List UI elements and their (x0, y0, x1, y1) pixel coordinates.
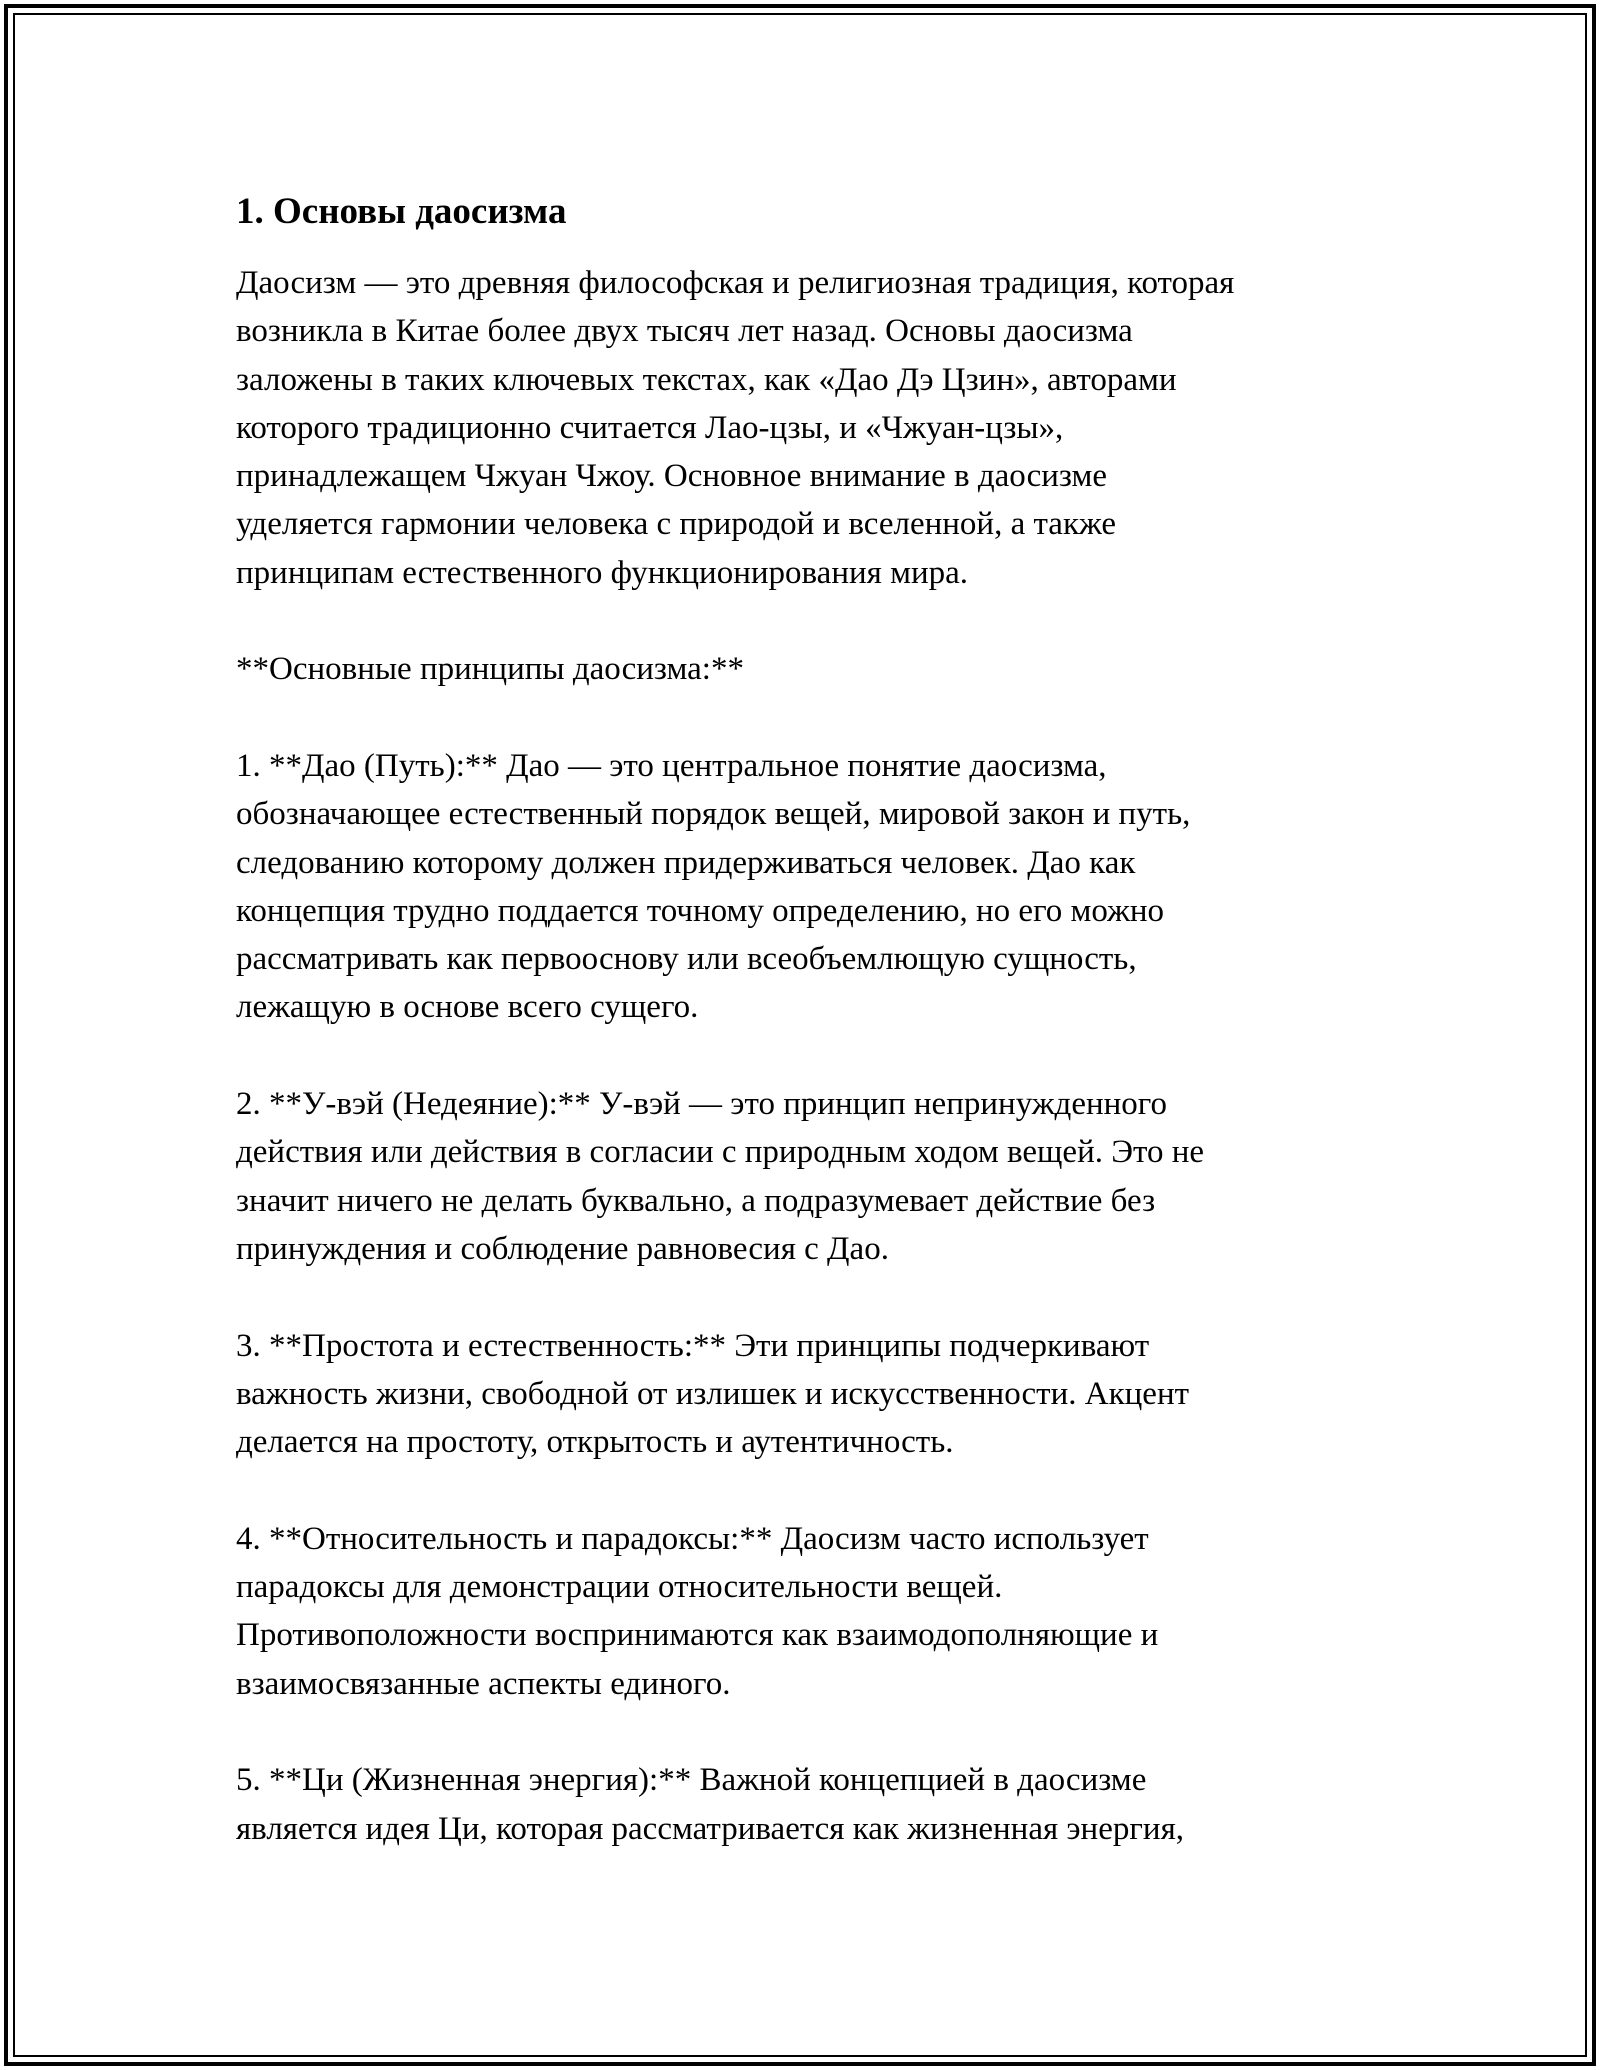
principle-item-5 (236, 1756, 1386, 1853)
principle-line: 4. **Относительность и парадоксы:** Даосизм часто использует (236, 1520, 1149, 1557)
principle-item-2 (236, 1080, 1386, 1273)
principle-line: принуждения и соблюдение равновесия с Дао. (236, 1230, 889, 1267)
principle-line: важность жизни, свободной от излишек и искусственности. Акцент (236, 1375, 1190, 1412)
intro-line: возникла в Китае более двух тысяч лет назад. Основы даосизма (236, 313, 1133, 350)
principle-line: концепция трудно поддается точному определению, но его можно (236, 892, 1165, 929)
intro-line: заложены в таких ключевых текстах, как «Дао Дэ Цзин», авторами (236, 361, 1177, 398)
principle-line: взаимосвязанные аспекты единого. (236, 1665, 731, 1702)
principle-line: 1. **Дао (Путь):** Дао — это центральное понятие даосизма, (236, 747, 1107, 784)
principles-title (236, 645, 1386, 693)
paragraph-gap (236, 1032, 1386, 1080)
principle-line: 3. **Простота и естественность:** Эти принципы подчеркивают (236, 1327, 1150, 1364)
principle-line: 5. **Ци (Жизненная энергия):** Важной концепцией в даосизме (236, 1762, 1147, 1799)
intro-line: Даосизм — это древняя философская и религиозная традиция, которая (236, 265, 1235, 301)
paragraph-gap (236, 1708, 1386, 1756)
paragraph-gap (236, 694, 1386, 742)
paragraph-gap (236, 597, 1386, 645)
principle-line: является идея Ци, которая рассматривается как жизненная энергия, (236, 1810, 1184, 1847)
principle-item-3 (236, 1322, 1386, 1467)
principle-line: делается на простоту, открытость и аутентичность. (236, 1424, 954, 1461)
principle-line: Противоположности воспринимаются как взаимодополняющие и (236, 1617, 1159, 1654)
intro-paragraph (236, 259, 1386, 597)
principle-item-4 (236, 1515, 1386, 1708)
intro-line: принадлежащем Чжуан Чжоу. Основное внимание в даосизме (236, 458, 1108, 495)
intro-line: уделяется гармонии человека с природой и вселенной, а также (236, 506, 1116, 543)
document-body (236, 183, 1386, 1853)
intro-line: принципам естественного функционирования мира. (236, 554, 969, 591)
principle-line: рассматривать как первооснову или всеобъемлющую сущность, (236, 941, 1137, 978)
principle-line: следованию которому должен придерживаться человек. Дао как (236, 844, 1136, 881)
paragraph-gap (236, 1273, 1386, 1321)
principle-line: 2. **У-вэй (Недеяние):** У-вэй — это принцип непринужденного (236, 1086, 1168, 1123)
section-heading: 1. Основы даосизма (236, 191, 567, 232)
principle-item-1 (236, 742, 1386, 1032)
paragraph-gap (236, 1466, 1386, 1514)
principles-title-text: **Основные принципы даосизма:** (236, 651, 744, 688)
intro-line: которого традиционно считается Лао-цзы, и «Чжуан-цзы», (236, 409, 1064, 446)
principle-line: значит ничего не делать буквально, а подразумевает действие без (236, 1182, 1156, 1219)
principle-line: обозначающее естественный порядок вещей, мировой закон и путь, (236, 796, 1191, 833)
principle-line: лежащую в основе всего сущего. (236, 989, 699, 1026)
principle-line: действия или действия в согласии с природным ходом вещей. Это не (236, 1134, 1205, 1171)
principle-line: парадоксы для демонстрации относительности вещей. (236, 1569, 1003, 1606)
